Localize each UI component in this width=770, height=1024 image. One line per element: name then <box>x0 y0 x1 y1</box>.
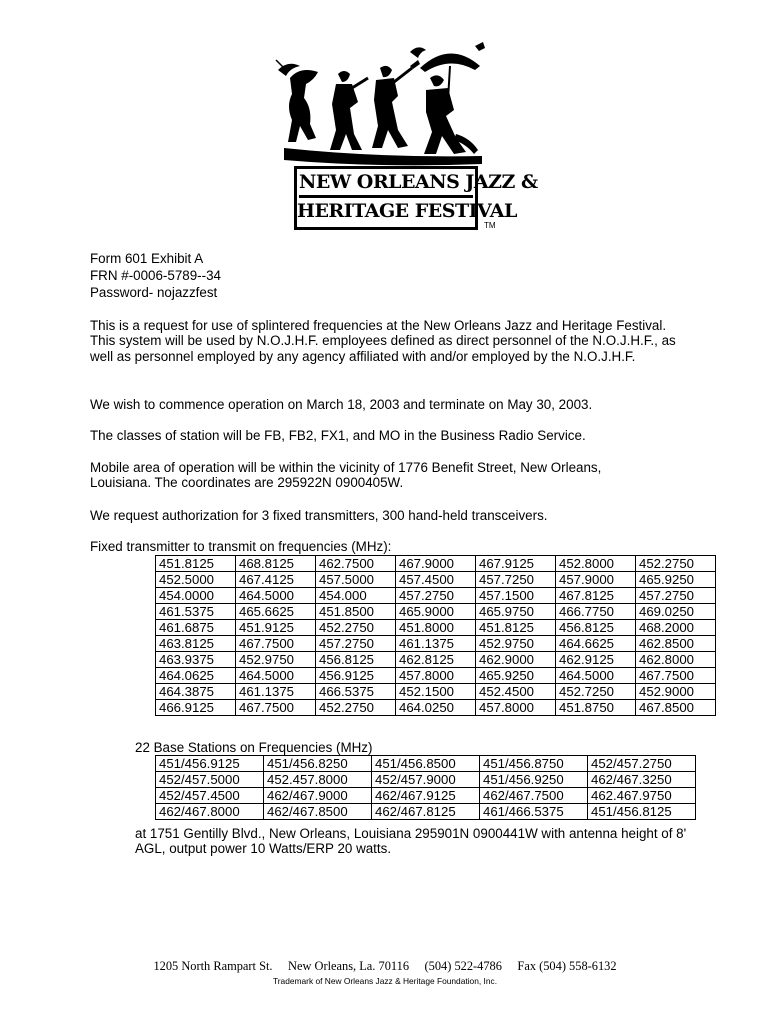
frequency-cell: 464.0625 <box>156 668 236 684</box>
frequency-cell: 456.8125 <box>316 652 396 668</box>
frequency-cell: 451.8000 <box>396 620 476 636</box>
frequency-cell: 451/456.8750 <box>480 756 588 772</box>
frequency-cell: 452.457.8000 <box>264 772 372 788</box>
frequency-cell: 463.8125 <box>156 636 236 652</box>
frequency-cell: 452.5000 <box>156 572 236 588</box>
frequency-cell: 464.3875 <box>156 684 236 700</box>
frequency-cell: 451/456.8250 <box>264 756 372 772</box>
frequency-cell: 467.8500 <box>636 700 716 716</box>
request-paragraph: This is a request for use of splintered frequencies at the New Orleans Jazz and Heritage Festival. This system will be used by N.O.J.H.F. employees defined as direct personnel of the N.O.J.H.F., as well as personnel employed by any agency affiliated with and/or employed by the N.O.J.H.F. <box>90 318 676 364</box>
frequency-cell: 456.9125 <box>316 668 396 684</box>
frequency-cell: 465.9250 <box>636 572 716 588</box>
form-title: Form 601 Exhibit A <box>90 251 204 266</box>
footer-trademark: Trademark of New Orleans Jazz & Heritage Foundation, Inc. <box>272 976 498 986</box>
frequency-cell: 457.7250 <box>476 572 556 588</box>
frequency-cell: 467.9000 <box>396 556 476 572</box>
trademark-symbol: TM <box>484 221 496 230</box>
frequency-cell: 462.8125 <box>396 652 476 668</box>
frequency-cell: 452.7250 <box>556 684 636 700</box>
frequency-cell: 457.8000 <box>476 700 556 716</box>
table-row <box>156 700 716 716</box>
frequency-cell: 457.2750 <box>636 588 716 604</box>
frequency-cell: 456.8125 <box>556 620 636 636</box>
frequency-cell: 468.8125 <box>236 556 316 572</box>
table-row <box>156 788 696 804</box>
frequency-cell: 462/467.7500 <box>480 788 588 804</box>
frequency-cell: 462.8500 <box>636 636 716 652</box>
frequency-cell: 462.8000 <box>636 652 716 668</box>
frequency-cell: 454.0000 <box>156 588 236 604</box>
frequency-cell: 468.2000 <box>636 620 716 636</box>
frequency-cell: 451/456.8500 <box>372 756 480 772</box>
frequency-cell: 461.1375 <box>396 636 476 652</box>
mobile-area-paragraph: Mobile area of operation will be within the vicinity of 1776 Benefit Street, New Orleans, Louisiana. The coordinates are 295922N 0900405W. <box>90 460 602 491</box>
frequency-cell: 452.2750 <box>316 620 396 636</box>
frequency-cell: 451.8125 <box>156 556 236 572</box>
table-row <box>156 804 696 820</box>
base-stations-heading: 22 Base Stations on Frequencies (MHz) <box>135 740 373 755</box>
frequency-cell: 467.9125 <box>476 556 556 572</box>
frequency-cell: 457.5000 <box>316 572 396 588</box>
frequency-cell: 466.5375 <box>316 684 396 700</box>
frequency-cell: 452.9750 <box>476 636 556 652</box>
frequency-cell: 451/456.9250 <box>480 772 588 788</box>
dancing-figures-logo-art <box>270 38 500 173</box>
authorization-request: We request authorization for 3 fixed transmitters, 300 hand-held transceivers. <box>90 508 548 523</box>
frequency-cell: 463.9375 <box>156 652 236 668</box>
frequency-cell: 462.9125 <box>556 652 636 668</box>
table-row <box>156 756 696 772</box>
frequency-cell: 467.4125 <box>236 572 316 588</box>
logo-line-2: HERITAGE FESTIVAL <box>297 200 517 222</box>
frequency-cell: 469.0250 <box>636 604 716 620</box>
frequency-cell: 467.8125 <box>556 588 636 604</box>
frequency-cell: 452/457.5000 <box>156 772 264 788</box>
frequency-cell: 451/456.9125 <box>156 756 264 772</box>
table-row <box>156 604 716 620</box>
table-row <box>156 556 716 572</box>
table-row <box>156 652 716 668</box>
frequency-cell: 462/467.9000 <box>264 788 372 804</box>
station-classes: The classes of station will be FB, FB2, FX1, and MO in the Business Radio Service. <box>90 428 586 443</box>
festival-logo <box>270 38 538 238</box>
frequency-cell: 452.4500 <box>476 684 556 700</box>
frequency-cell: 462.467.9750 <box>588 788 696 804</box>
frequency-cell: 452/457.2750 <box>588 756 696 772</box>
frequency-cell: 452.1500 <box>396 684 476 700</box>
frequency-cell: 464.0250 <box>396 700 476 716</box>
frequency-cell: 462.9000 <box>476 652 556 668</box>
frequency-cell: 451.9125 <box>236 620 316 636</box>
frequency-cell: 451.8500 <box>316 604 396 620</box>
frequency-cell: 457.8000 <box>396 668 476 684</box>
frequency-cell: 452.8000 <box>556 556 636 572</box>
frequency-cell: 461.6875 <box>156 620 236 636</box>
frequency-cell: 452.9000 <box>636 684 716 700</box>
fixed-transmitter-heading: Fixed transmitter to transmit on frequencies (MHz): <box>90 539 392 554</box>
frequency-cell: 451/456.8125 <box>588 804 696 820</box>
frequency-cell: 452.2750 <box>316 700 396 716</box>
table-row <box>156 684 716 700</box>
frequency-cell: 462/467.8125 <box>372 804 480 820</box>
frequency-cell: 467.7500 <box>236 700 316 716</box>
frequency-cell: 452.9750 <box>236 652 316 668</box>
frequency-cell: 465.6625 <box>236 604 316 620</box>
table-row <box>156 572 716 588</box>
frn-number: FRN #-0006-5789--34 <box>90 268 221 283</box>
frequency-cell: 462/467.8000 <box>156 804 264 820</box>
table-row <box>156 620 716 636</box>
frequency-cell: 462/467.3250 <box>588 772 696 788</box>
frequency-cell: 452/457.4500 <box>156 788 264 804</box>
frequency-cell: 465.9000 <box>396 604 476 620</box>
frequency-cell: 457.9000 <box>556 572 636 588</box>
frequency-cell: 462/467.9125 <box>372 788 480 804</box>
frequency-cell: 454.000 <box>316 588 396 604</box>
frequency-cell: 464.5000 <box>556 668 636 684</box>
frequency-cell: 462/467.8500 <box>264 804 372 820</box>
frequency-cell: 461/466.5375 <box>480 804 588 820</box>
frequency-cell: 457.4500 <box>396 572 476 588</box>
table-row <box>156 668 716 684</box>
table-row <box>156 772 696 788</box>
frequency-cell: 465.9750 <box>476 604 556 620</box>
logo-line-1: NEW ORLEANS JAZZ & <box>299 169 473 198</box>
frequency-cell: 464.5000 <box>236 588 316 604</box>
frequency-cell: 452/457.9000 <box>372 772 480 788</box>
frequency-cell: 467.7500 <box>236 636 316 652</box>
base-station-frequency-table <box>155 755 696 820</box>
frequency-cell: 464.5000 <box>236 668 316 684</box>
closing-paragraph: at 1751 Gentilly Blvd., New Orleans, Louisiana 295901N 0900441W with antenna height of 8' AGL, output power 10 Watts/ERP 20 watts. <box>135 826 687 857</box>
frequency-cell: 457.1500 <box>476 588 556 604</box>
frequency-cell: 464.6625 <box>556 636 636 652</box>
frequency-cell: 465.9250 <box>476 668 556 684</box>
frequency-cell: 451.8125 <box>476 620 556 636</box>
table-row <box>156 636 716 652</box>
operation-dates: We wish to commence operation on March 18, 2003 and terminate on May 30, 2003. <box>90 397 593 412</box>
frequency-cell: 466.7750 <box>556 604 636 620</box>
table-row <box>156 588 716 604</box>
frequency-cell: 457.2750 <box>316 636 396 652</box>
frequency-cell: 451.8750 <box>556 700 636 716</box>
footer-address: 1205 North Rampart St. New Orleans, La. 70116 (504) 522-4786 Fax (504) 558-6132 <box>153 959 617 973</box>
frequency-cell: 457.2750 <box>396 588 476 604</box>
frequency-cell: 452.2750 <box>636 556 716 572</box>
fixed-frequency-table <box>155 555 716 716</box>
frequency-cell: 461.1375 <box>236 684 316 700</box>
frequency-cell: 466.9125 <box>156 700 236 716</box>
frequency-cell: 461.5375 <box>156 604 236 620</box>
password-line: Password- nojazzfest <box>90 285 218 300</box>
frequency-cell: 467.7500 <box>636 668 716 684</box>
frequency-cell: 462.7500 <box>316 556 396 572</box>
